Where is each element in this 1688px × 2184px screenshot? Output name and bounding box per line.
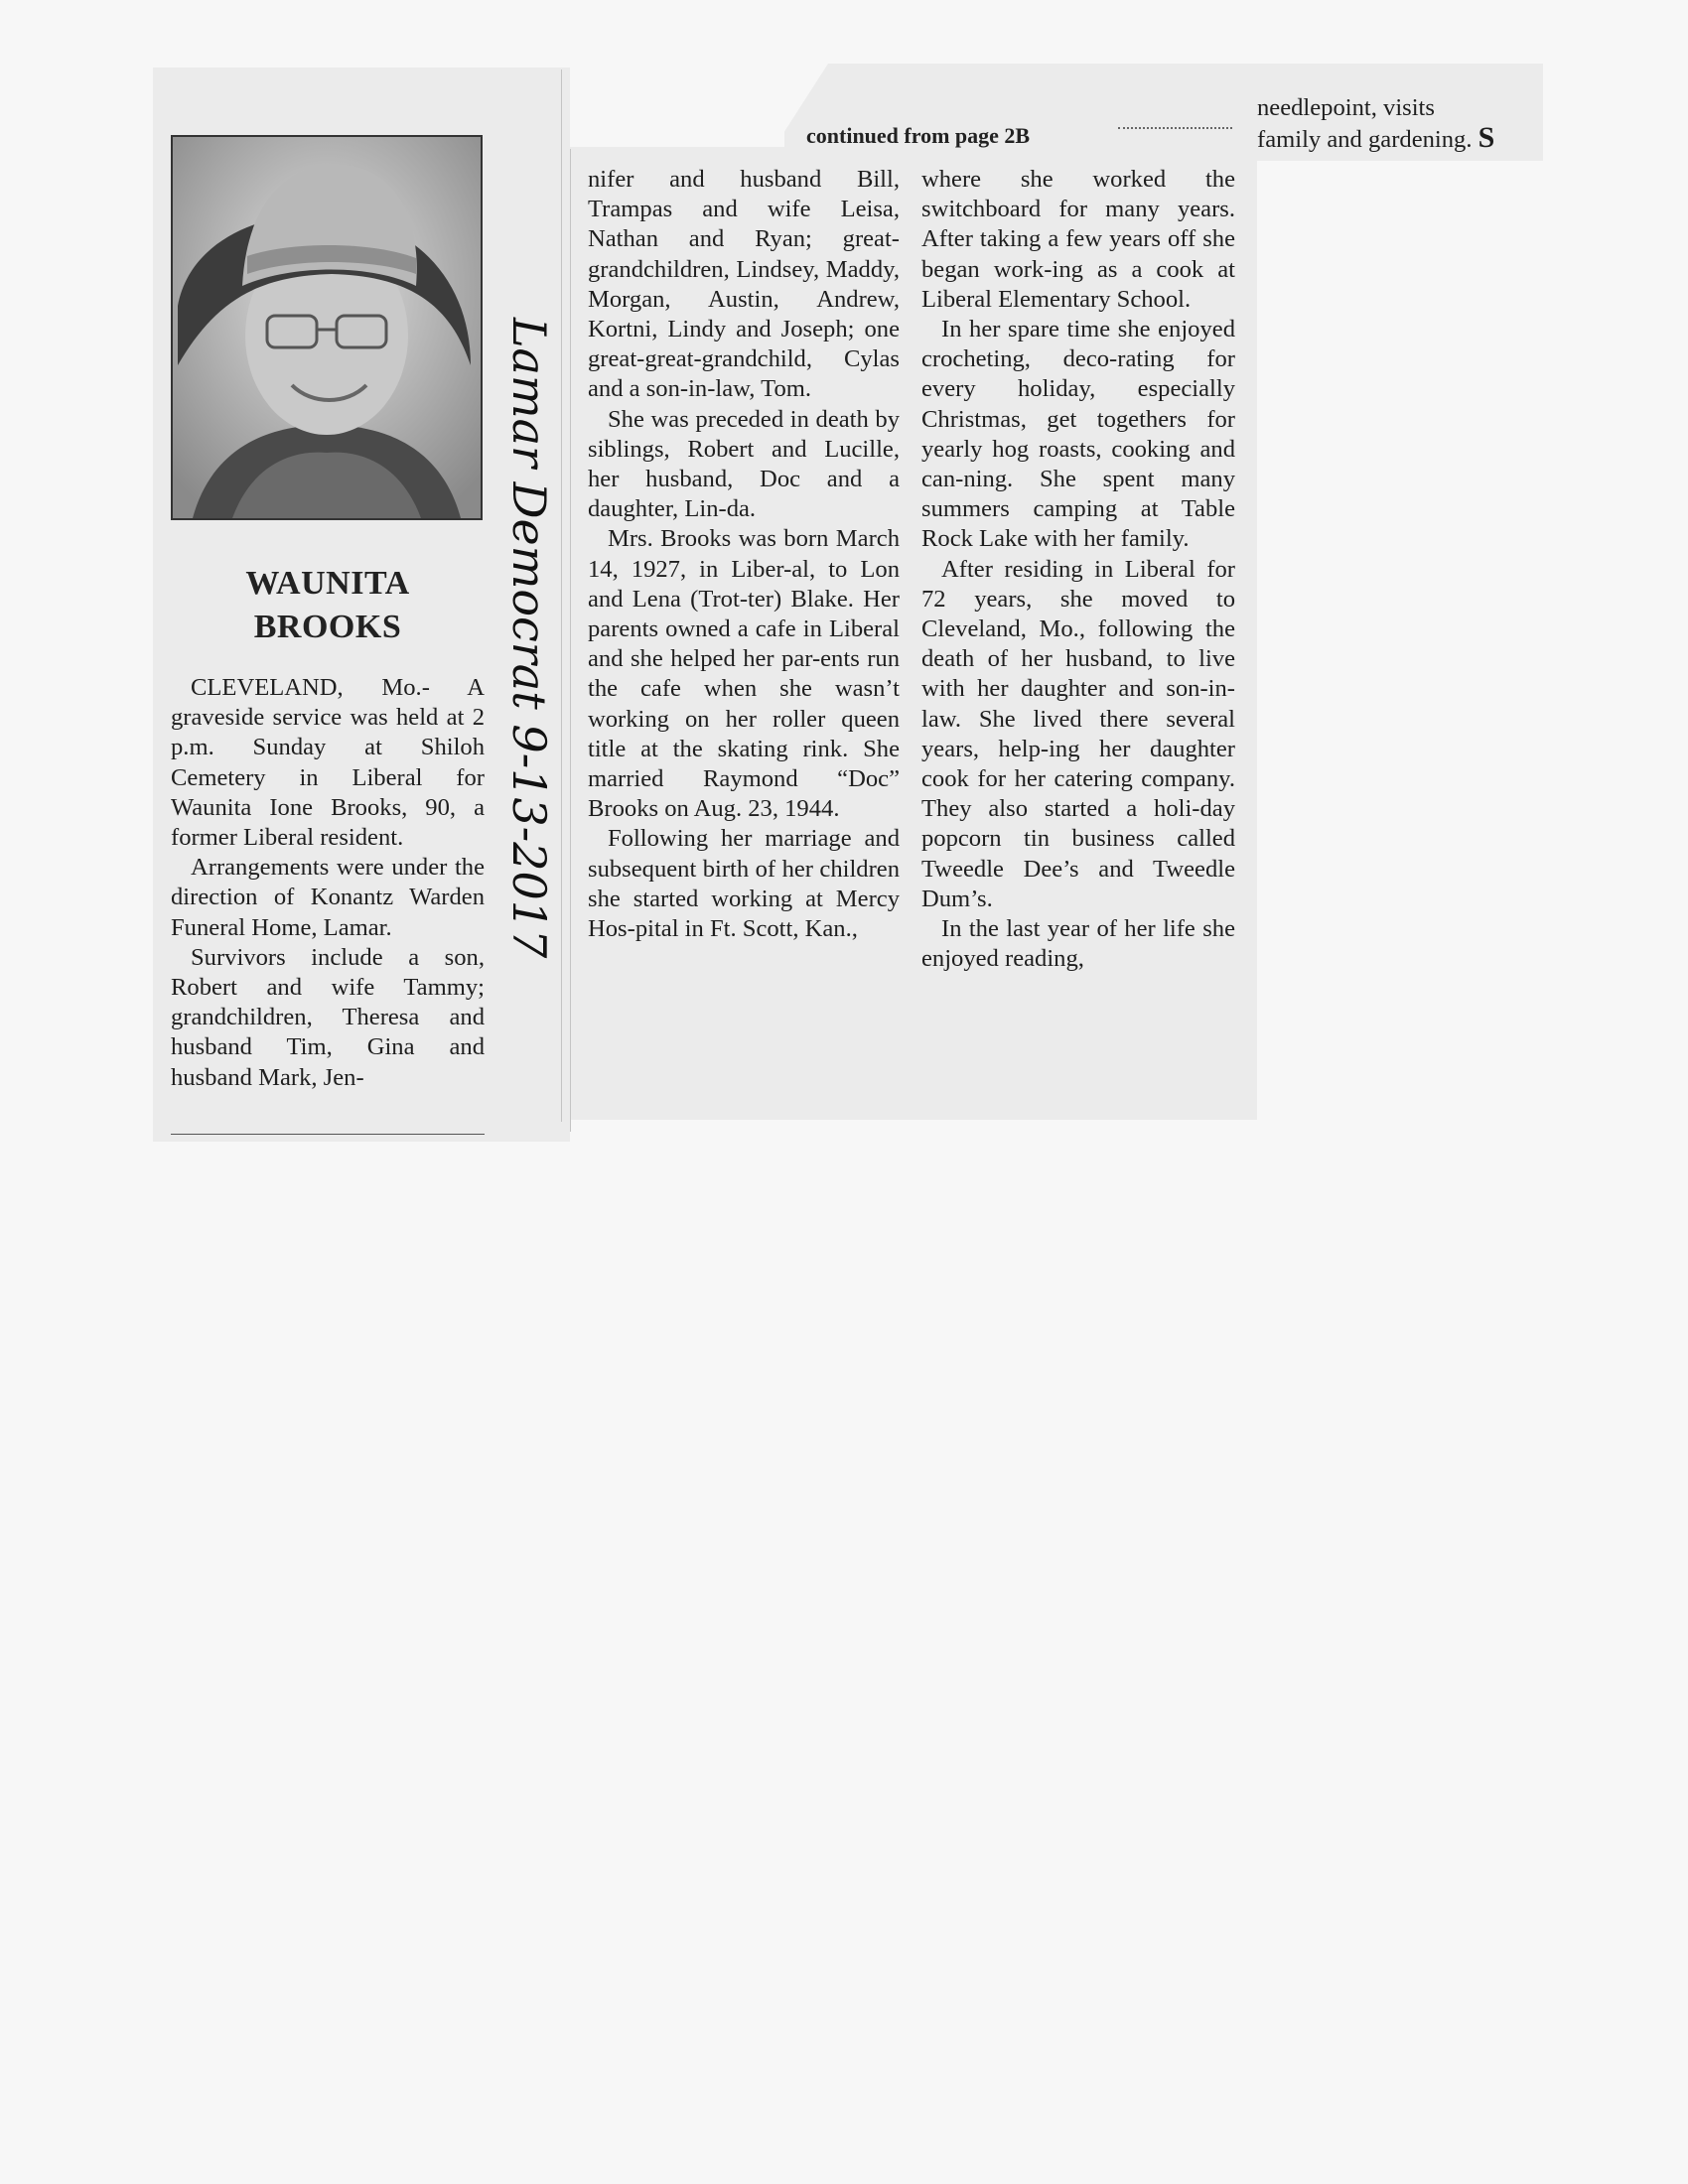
column2-paragraph: nifer and husband Bill, Trampas and wife Leisa, Nathan and Ryan; great-grandchildren, Lindsey, Maddy, Morgan, Austin, Andrew, Kortni, Lindy and Joseph; one great-great-grandchild, Cylas and a son-in-law, Tom. (588, 166, 900, 403)
column2-paragraph: Following her marriage and subsequent birth of her children she started working at Mercy Hos-pital in Ft. Scott, Kan., (588, 825, 900, 943)
column3-paragraph: where she worked the switchboard for many years. After taking a few years off she began work-ing as a cook at Liberal Elementary School. (921, 166, 1235, 313)
handwritten-date-note: Lamar Democrat 9-13-2017 (502, 318, 556, 959)
portrait-image (173, 137, 481, 518)
fold-line (570, 149, 571, 1132)
column2-paragraph: Mrs. Brooks was born March 14, 1927, in Liber-al, to Lon and Lena (Trot-ter) Blake. Her parents owned a cafe in Liberal and she helped her par-ents run the cafe when she wasn’t working on her roller queen title at the skating rink. She married Raymond “Doc” Brooks on Aug. 23, 1944. (588, 525, 900, 823)
portrait-photo (171, 135, 483, 520)
jump-fragment (1257, 93, 1545, 155)
jump-fragment-line2 (1257, 123, 1545, 155)
continued-label (806, 123, 1030, 149)
article-column-2 (588, 165, 900, 944)
fold-line (561, 69, 562, 1122)
headline-first-name: WAUNITA (245, 565, 410, 602)
column1-paragraph: CLEVELAND, Mo.- A graveside service was held at 2 p.m. Sunday at Shiloh Cemetery in Liberal for Waunita Ione Brooks, 90, a former Liberal resident. (171, 674, 485, 852)
jump-fragment-line1: needlepoint, visits (1257, 94, 1435, 121)
jump-fragment-line2-text: family and gardening. (1257, 126, 1473, 154)
continued-label-text: continued from page 2B (806, 123, 1031, 148)
column2-paragraph: She was preceded in death by siblings, Robert and Lucille, her husband, Doc and a daughter, Lin-da. (588, 405, 900, 523)
column3-paragraph: After residing in Liberal for 72 years, she moved to Cleveland, Mo., following the death of her husband, to live with her daughter and son-in-law. She lived there several years, help-ing her daughter cook for her catering company. They also started a holi-day popcorn tin business called Tweedle Dee’s and Tweedle Dum’s. (921, 555, 1235, 912)
column-bottom-rule (171, 1134, 485, 1135)
obituary-headline (171, 562, 485, 649)
continued-leader-line (1118, 127, 1232, 129)
article-column-1 (171, 673, 485, 1093)
column1-paragraph: Survivors include a son, Robert and wife Tammy; grandchildren, Theresa and husband Tim, Gina and husband Mark, Jen- (171, 943, 485, 1091)
article-column-3 (921, 165, 1235, 974)
column3-paragraph: In her spare time she enjoyed crocheting, deco-rating for every holiday, especially Christmas, get togethers for yearly hog roasts, cooking and can-ning. She spent many summers camping at Table Rock Lake with her family. (921, 316, 1235, 553)
jump-fragment-cut-letter: S (1477, 121, 1495, 155)
headline-last-name: BROOKS (253, 609, 402, 645)
column3-paragraph: In the last year of her life she enjoyed reading, (921, 915, 1235, 973)
column1-paragraph: Arrangements were under the direction of Konantz Warden Funeral Home, Lamar. (171, 854, 485, 941)
